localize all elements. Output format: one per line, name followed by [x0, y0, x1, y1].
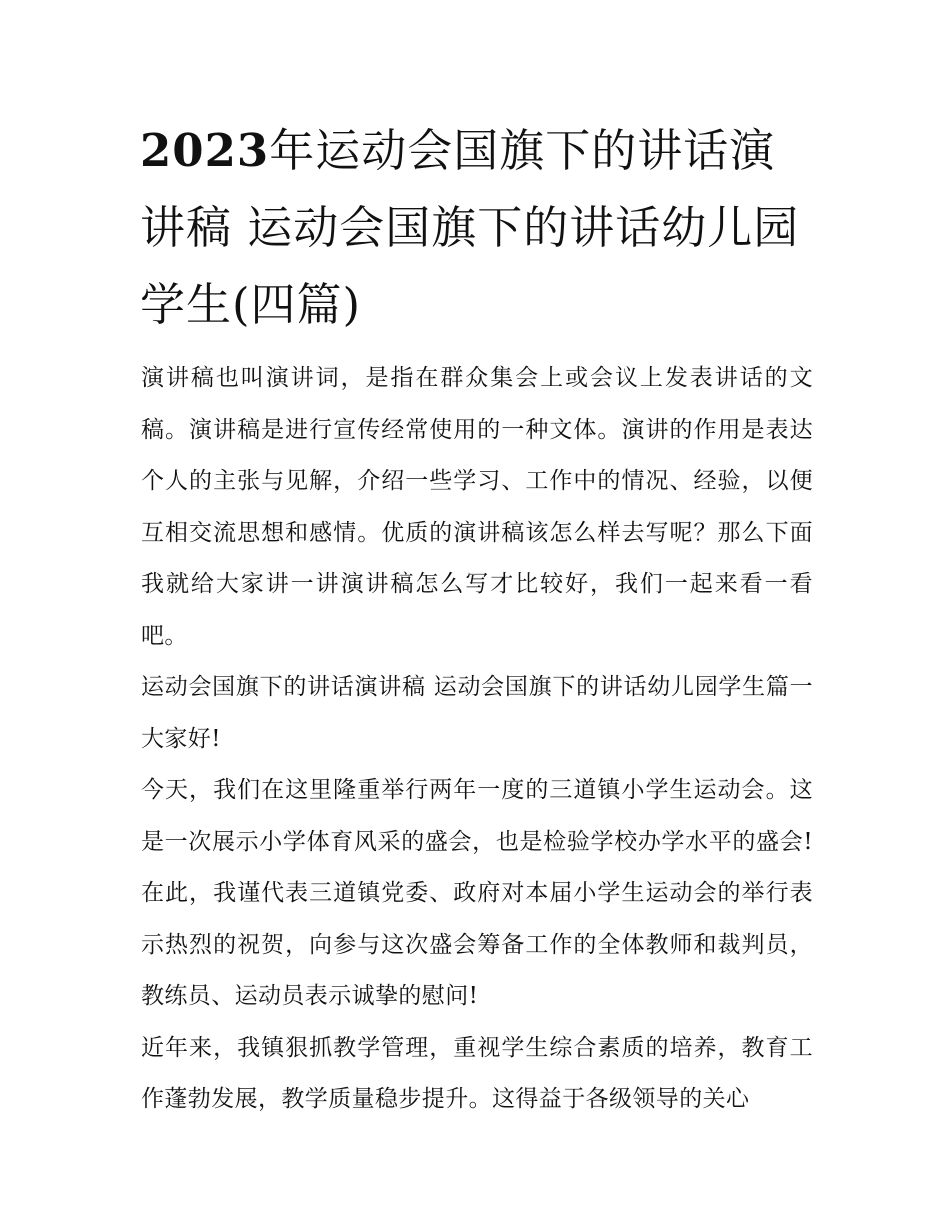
- paragraph-opening: 今天，我们在这里隆重举行两年一度的三道镇小学生运动会。这是一次展示小学体育风采的盛会，也是检验学校办学水平的盛会!在此，我谨代表三道镇党委、政府对本届小学生运动会的举行表示热烈的祝贺，向参与这次盛会筹备工作的全体教师和裁判员，教练员、运动员表示诚挚的慰问!: [141, 777, 813, 1009]
- title-text: 年运动会国旗下的讲话演讲稿 运动会国旗下的讲话幼儿园学生(四篇): [140, 124, 800, 331]
- document-body: [141, 353, 813, 1126]
- paragraph-intro: 演讲稿也叫演讲词，是指在群众集会上或会议上发表讲话的文稿。演讲稿是进行宣传经常使用的一种文体。演讲的作用是表达个人的主张与见解，介绍一些学习、工作中的情况、经验，以便互相交流思想和感情。优质的演讲稿该怎么样去写呢？那么下面我就给大家讲一讲演讲稿怎么写才比较好，我们一起来看一看吧。: [141, 365, 813, 649]
- document-title: [140, 112, 820, 343]
- paragraph-section-heading: 运动会国旗下的讲话演讲稿 运动会国旗下的讲话幼儿园学生篇一 大家好!: [141, 674, 813, 752]
- paragraph-recent-years: 近年来，我镇狠抓教学管理，重视学生综合素质的培养，教育工作蓬勃发展，教学质量稳步提升。这得益于各级领导的关心: [141, 1034, 813, 1112]
- title-year: 2023: [140, 124, 270, 177]
